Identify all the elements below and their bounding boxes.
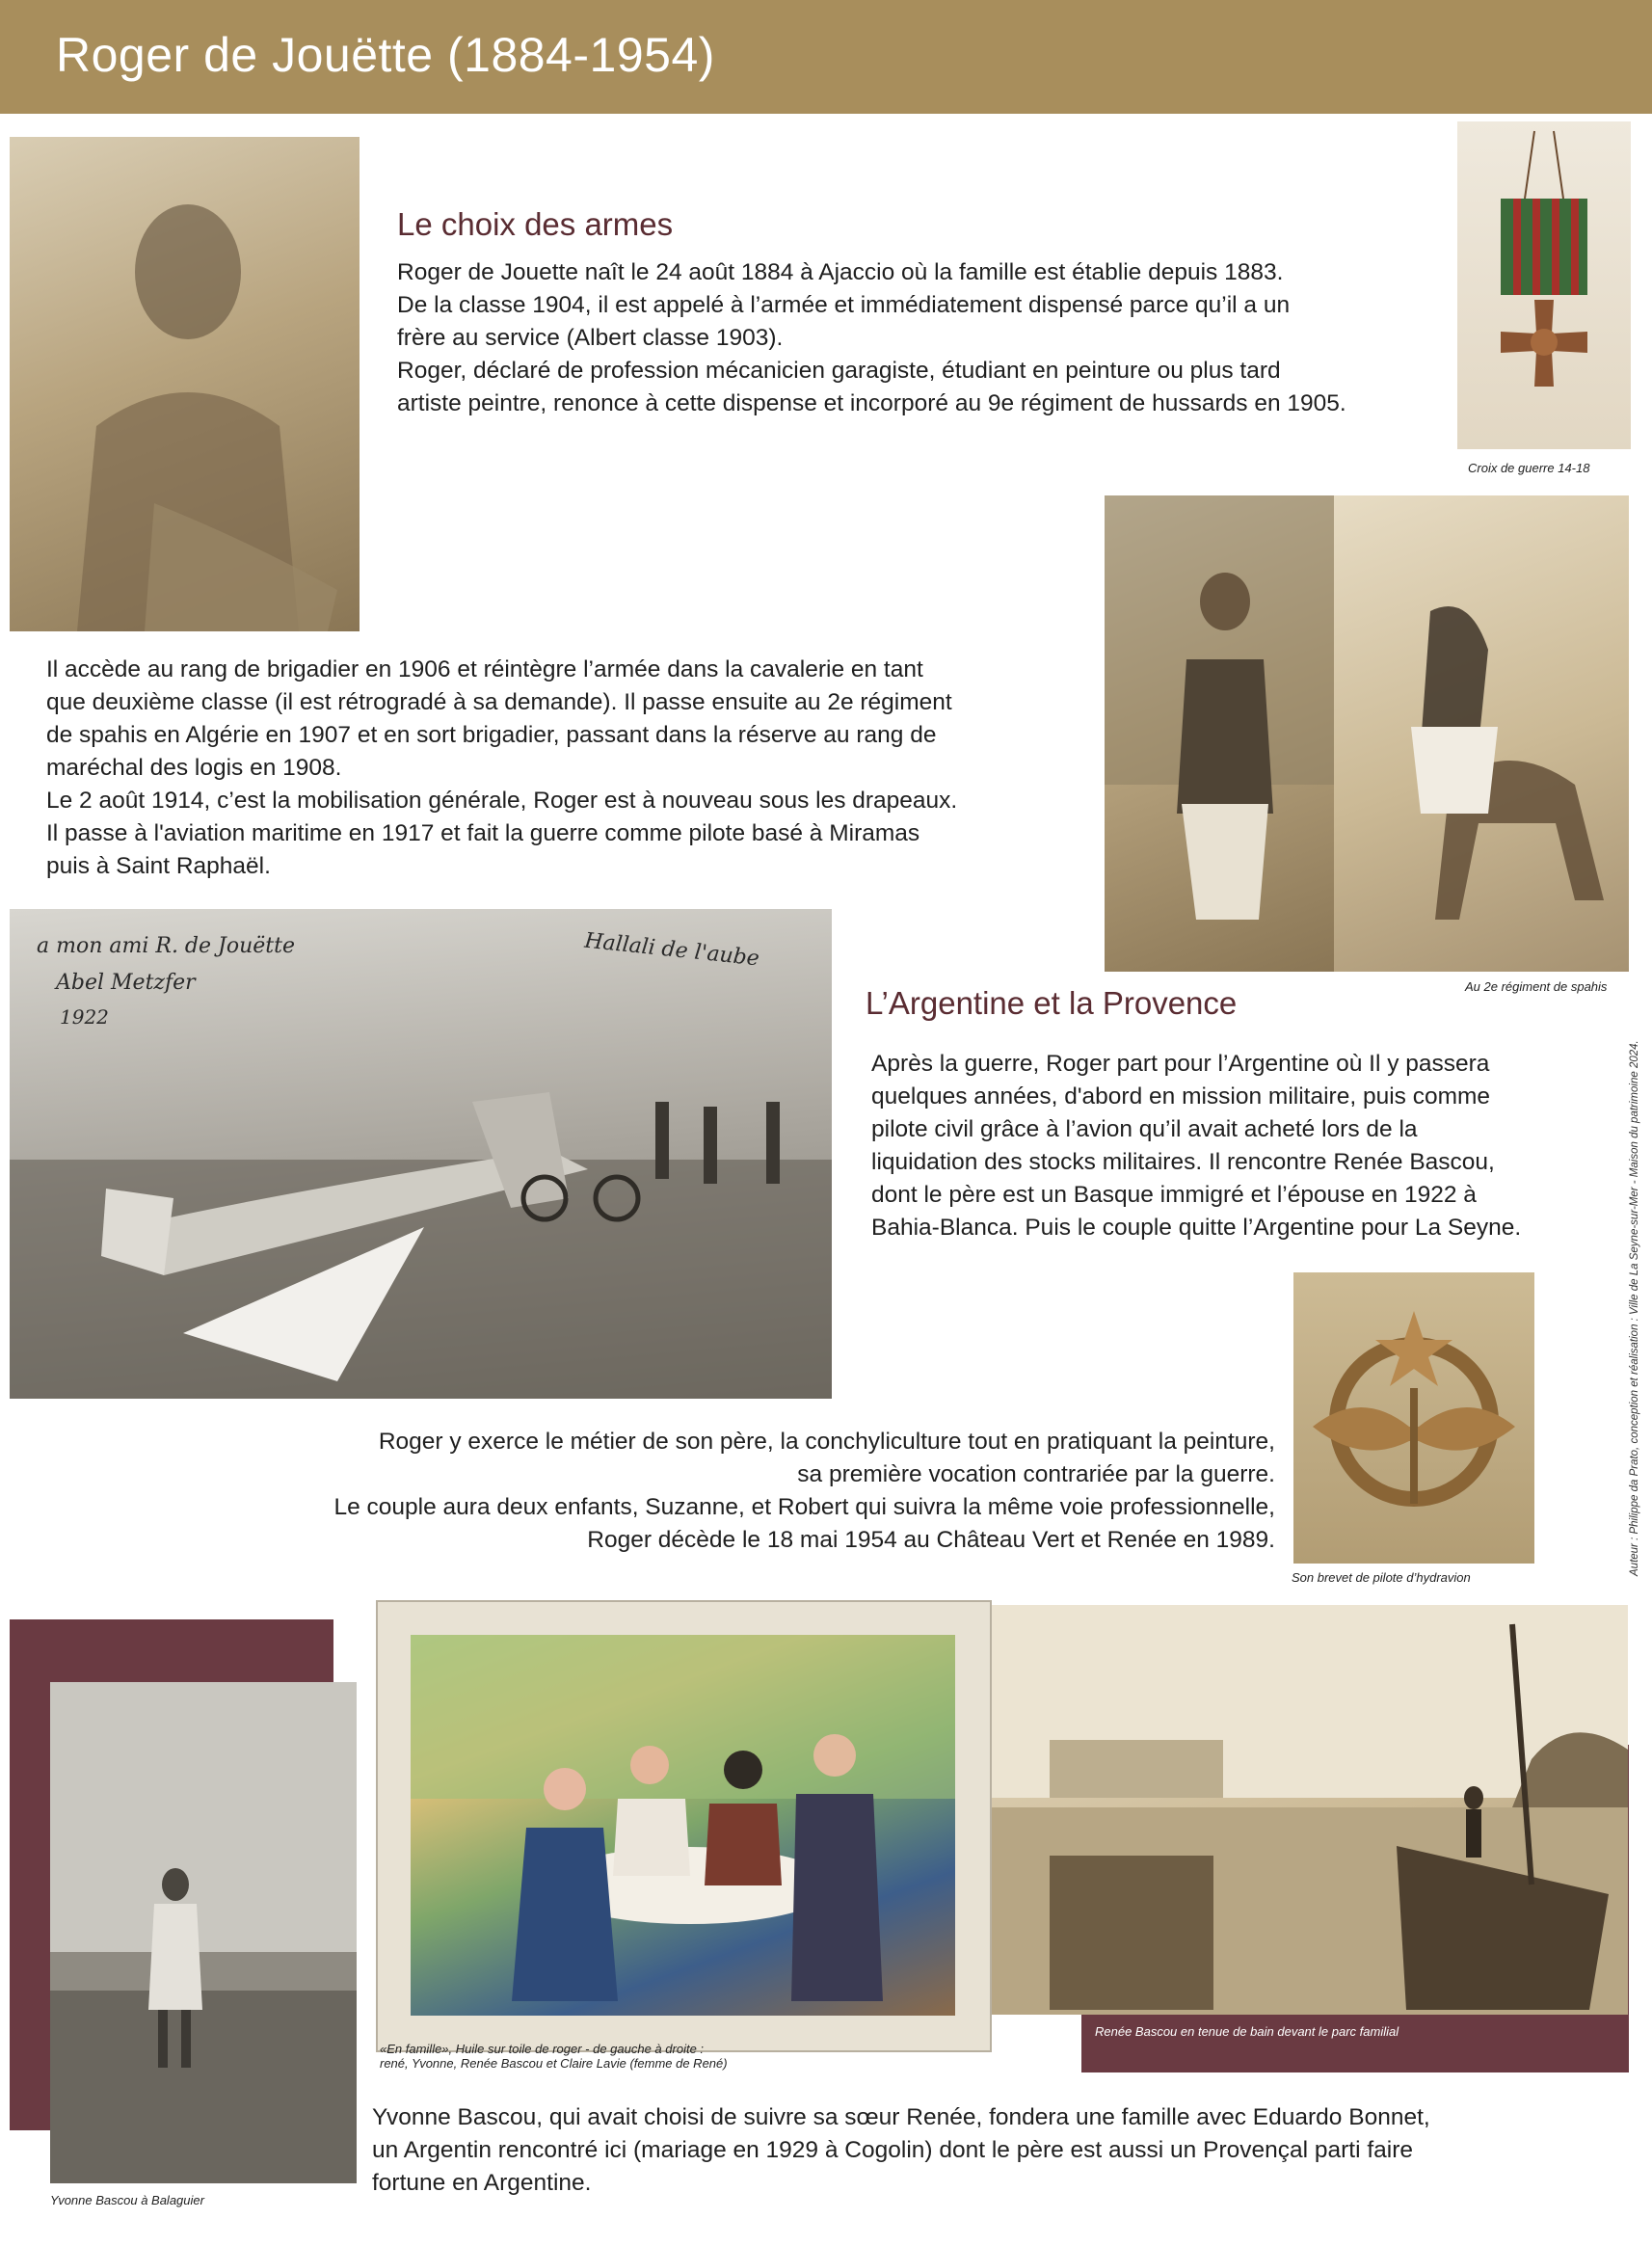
text-line: quelques années, d'abord en mission militaire, puis comme xyxy=(871,1083,1491,1110)
caption-brevet-pilote: Son brevet de pilote d’hydravion xyxy=(1292,1570,1471,1585)
text-line: de spahis en Algérie en 1907 et en sort brigadier, passant dans la réserve au rang de xyxy=(46,722,937,748)
plane-inscription-signature: Abel Metzfer xyxy=(56,971,196,995)
paragraph-carriere-militaire xyxy=(46,654,1097,883)
pilot-badge-icon xyxy=(1293,1272,1534,1564)
photo-airplane-dedication xyxy=(10,909,832,1399)
caption-painting-line1: «En famille», Huile sur toile de roger - de gauche à droite : xyxy=(380,2042,705,2056)
spahi-standing-illustration xyxy=(1105,495,1334,972)
section-title-argentine-provence: L’Argentine et la Provence xyxy=(866,985,1238,1021)
caption-painting-line2: rené, Yvonne, Renée Bascou et Claire Lavie (femme de René) xyxy=(380,2056,728,2071)
photo-renee-parc-familial xyxy=(992,1605,1628,2015)
author-credit: Auteur : Philippe da Prato, conception et réalisation : Ville de La Seyne-sur-Mer - Maison du patrimoine 2024. xyxy=(1629,1040,1640,1576)
page-title: Roger de Jouëtte (1884-1954) xyxy=(56,28,715,82)
caption-renee: Renée Bascou en tenue de bain devant le parc familial xyxy=(1095,2024,1399,2039)
plane-inscription-dedication: a mon ami R. de Jouëtte xyxy=(37,934,295,958)
text-line: Il accède au rang de brigadier en 1906 et réintègre l’armée dans la cavalerie en tant xyxy=(46,656,923,682)
caption-yvonne: Yvonne Bascou à Balaguier xyxy=(50,2193,204,2207)
text-line: Roger y exerce le métier de son père, la conchyliculture tout en pratiquant la peinture, xyxy=(378,1429,1275,1455)
text-line: dont le père est un Basque immigré et l’épouse en 1922 à xyxy=(871,1182,1477,1208)
text-line: liquidation des stocks militaires. Il rencontre Renée Bascou, xyxy=(871,1149,1495,1175)
photo-yvonne-balaguier xyxy=(50,1682,357,2183)
text-line: Il passe à l'aviation maritime en 1917 et fait la guerre comme pilote basé à Miramas xyxy=(46,820,920,846)
text-line: Yvonne Bascou, qui avait choisi de suivre sa sœur Renée, fondera une famille avec Eduardo Bonnet, xyxy=(372,2104,1430,2130)
text-line: Roger décède le 18 mai 1954 au Château Vert et Renée en 1989. xyxy=(587,1527,1275,1553)
text-line: sa première vocation contrariée par la guerre. xyxy=(797,1461,1275,1487)
text-line: Le couple aura deux enfants, Suzanne, et Robert qui suivra la même voie professionnelle, xyxy=(333,1494,1275,1520)
text-line: Après la guerre, Roger part pour l’Argentine où Il y passera xyxy=(871,1051,1490,1077)
painting-canvas xyxy=(411,1635,955,2016)
medal-photo-croix-de-guerre xyxy=(1457,121,1631,449)
text-line: Bahia-Blanca. Puis le couple quitte l’Argentine pour La Seyne. xyxy=(871,1215,1522,1241)
photo-painting-en-famille xyxy=(376,1600,992,2052)
paragraph-provence xyxy=(193,1426,1275,1557)
renee-harbor-illustration xyxy=(992,1605,1628,2015)
text-line: frère au service (Albert classe 1903). xyxy=(397,325,784,351)
croix-de-guerre-icon xyxy=(1457,121,1631,449)
text-line: Le 2 août 1914, c’est la mobilisation générale, Roger est à nouveau sous les drapeaux. xyxy=(46,788,958,814)
paragraph-argentine xyxy=(871,1048,1623,1244)
text-line: puis à Saint Raphaël. xyxy=(46,853,271,879)
text-line: pilote civil grâce à l’avion qu’il avait acheté lors de la xyxy=(871,1116,1418,1142)
photo-brevet-pilote xyxy=(1293,1272,1534,1564)
text-line: Roger de Jouette naît le 24 août 1884 à Ajaccio où la famille est établie depuis 1883. xyxy=(397,259,1284,285)
portrait-photo-roger xyxy=(10,137,360,631)
text-line: Roger, déclaré de profession mécanicien garagiste, étudiant en peinture ou plus tard xyxy=(397,358,1281,384)
text-line: un Argentin rencontré ici (mariage en 1929 à Cogolin) dont le père est aussi un Provençal parti faire xyxy=(372,2137,1413,2163)
paragraph-choix-des-armes xyxy=(397,256,1457,420)
plane-inscription-year: 1922 xyxy=(60,1005,109,1029)
spahi-horse-illustration xyxy=(1334,495,1629,972)
section-title-choix-des-armes: Le choix des armes xyxy=(397,206,674,242)
caption-croix-de-guerre: Croix de guerre 14-18 xyxy=(1468,461,1590,475)
plane-inscription-hallali: Hallali de l'aube xyxy=(583,928,760,972)
paragraph-yvonne xyxy=(372,2101,1625,2200)
painting-illustration xyxy=(411,1635,955,2016)
text-line: fortune en Argentine. xyxy=(372,2170,592,2196)
text-line: De la classe 1904, il est appelé à l’armée et immédiatement dispensé parce qu’il a un xyxy=(397,292,1291,318)
text-line: maréchal des logis en 1908. xyxy=(46,755,342,781)
photo-spahi-horse xyxy=(1334,495,1629,972)
caption-painting xyxy=(380,2042,728,2071)
yvonne-illustration xyxy=(50,1682,357,2183)
text-line: artiste peintre, renonce à cette dispense et incorporé au 9e régiment de hussards en 1905. xyxy=(397,390,1346,416)
portrait-illustration xyxy=(10,137,360,631)
caption-spahis: Au 2e régiment de spahis xyxy=(1465,979,1608,994)
text-line: que deuxième classe (il est rétrogradé à sa demande). Il passe ensuite au 2e régiment xyxy=(46,689,952,715)
photo-spahi-standing xyxy=(1105,495,1334,972)
